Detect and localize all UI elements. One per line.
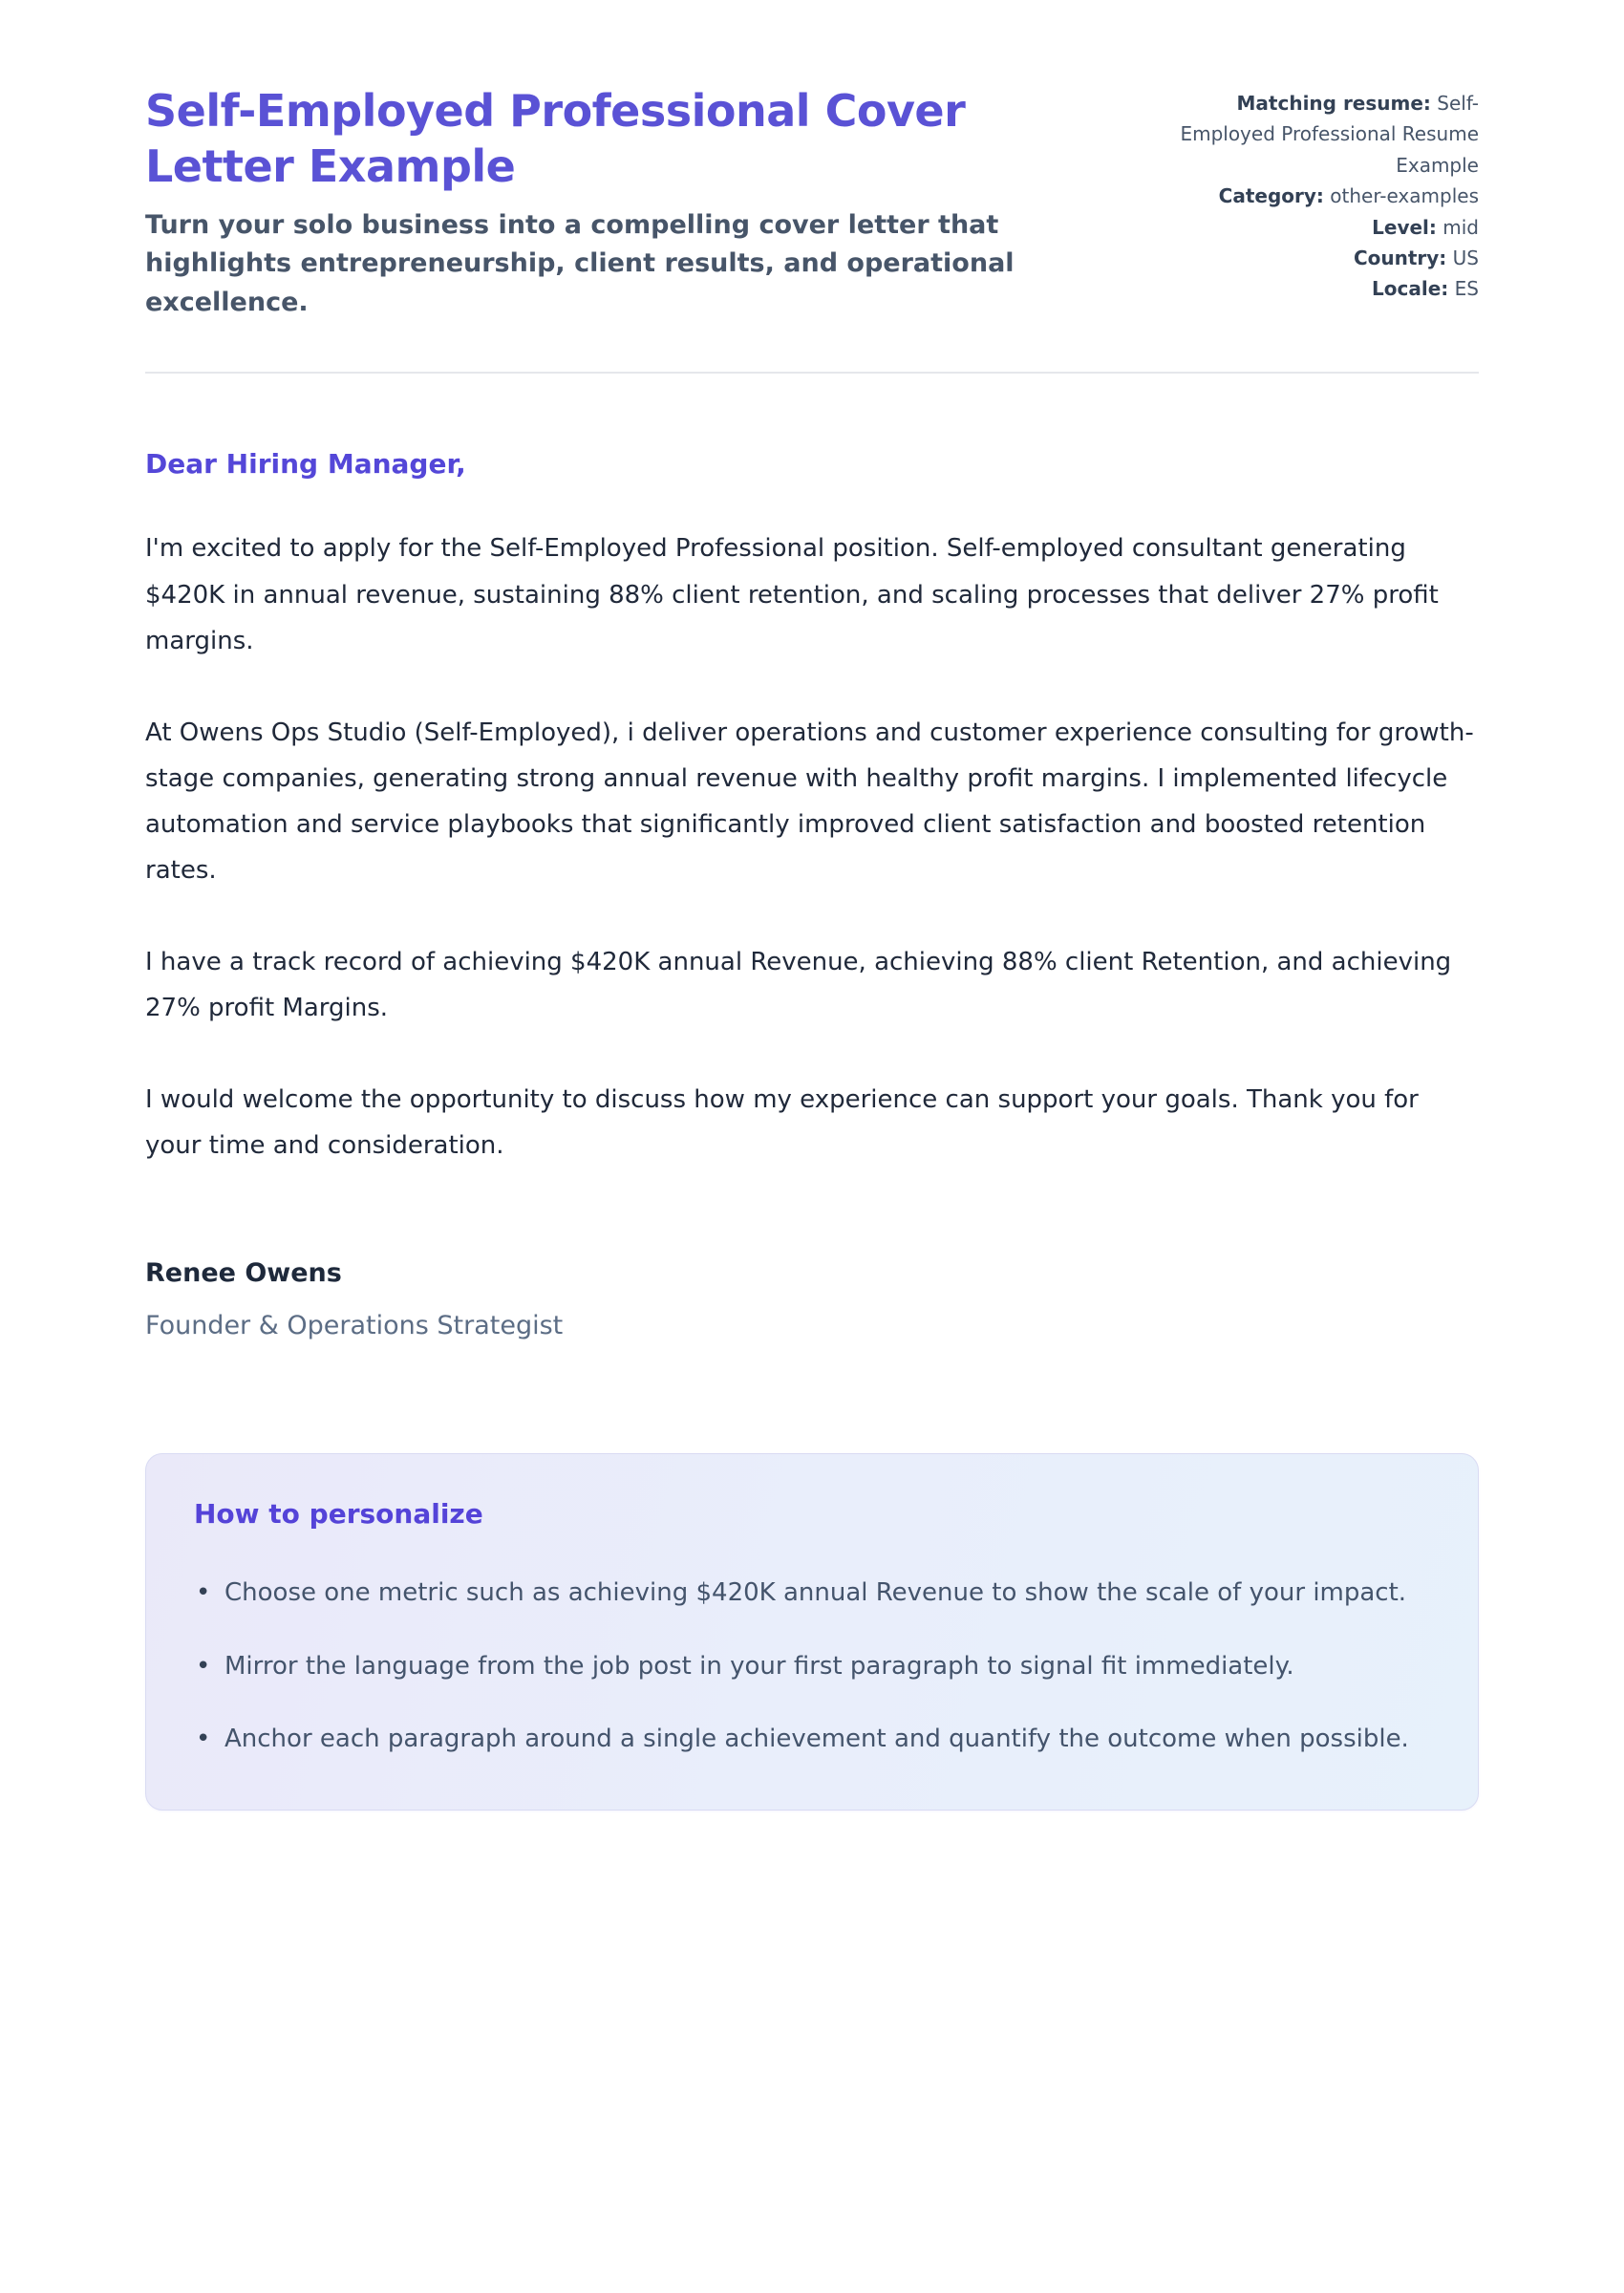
letter-body bbox=[145, 448, 1479, 1340]
page-subtitle: Turn your solo business into a compelling cover letter that highlights entrepreneurship, client results, and operational excellence. bbox=[145, 209, 1015, 317]
letter-paragraph-1: I'm excited to apply for the Self-Employed Professional position. Self-employed consultant generating $420K in annual revenue, sustaining 88% client retention, and scaling processes that deliver 27% profit margins. bbox=[145, 534, 1439, 655]
tip-item: • Choose one metric such as achieving $420K annual Revenue to show the scale of your impact. bbox=[224, 1570, 1409, 1616]
personalize-heading: How to personalize bbox=[194, 1498, 483, 1531]
level-label: Level: bbox=[1372, 215, 1437, 239]
locale-label: Locale: bbox=[1372, 277, 1449, 301]
header-title-block bbox=[145, 84, 1034, 322]
page-header bbox=[145, 84, 1479, 322]
level-value: mid bbox=[1436, 215, 1479, 239]
country-value: US bbox=[1446, 246, 1479, 269]
letter-paragraph-3: I have a track record of achieving $420K annual Revenue, achieving 88% client Retention, and achieving 27% profit Margins. bbox=[145, 948, 1452, 1023]
locale-value: ES bbox=[1448, 277, 1479, 301]
salutation: Dear Hiring Manager, bbox=[145, 448, 466, 481]
category-label: Category: bbox=[1218, 184, 1324, 208]
tip-item: • Mirror the language from the job post in your first paragraph to signal fit immediately. bbox=[224, 1643, 1409, 1689]
header-divider bbox=[145, 372, 1479, 374]
country-label: Country: bbox=[1353, 246, 1447, 269]
signature-title: Founder & Operations Strategist bbox=[145, 1311, 564, 1341]
matching-resume-value: Self-Employed Professional Resume Example bbox=[1180, 92, 1479, 177]
personalize-tips-list bbox=[194, 1570, 1430, 1761]
letter-paragraph-4: I would welcome the opportunity to discuss how my experience can support your goals. Thank you for your time and consideration. bbox=[145, 1085, 1419, 1161]
personalize-tips-box bbox=[145, 1453, 1479, 1810]
letter-paragraph-2: At Owens Ops Studio (Self-Employed), i deliver operations and customer experience consulting for growth-stage companies, generating strong annual revenue with healthy profit margins. I implemented lifecycle automation and service playbooks that significantly improved client satisfaction and boosted retention rates. bbox=[145, 718, 1474, 885]
category-value: other-examples bbox=[1323, 184, 1479, 208]
meta-block bbox=[1164, 84, 1479, 305]
signature-name: Renee Owens bbox=[145, 1258, 342, 1289]
tip-item: • Anchor each paragraph around a single achievement and quantify the outcome when possible. bbox=[224, 1716, 1409, 1762]
matching-resume-label: Matching resume: bbox=[1236, 92, 1431, 115]
page-title: Self-Employed Professional Cover Letter Example bbox=[145, 85, 966, 192]
